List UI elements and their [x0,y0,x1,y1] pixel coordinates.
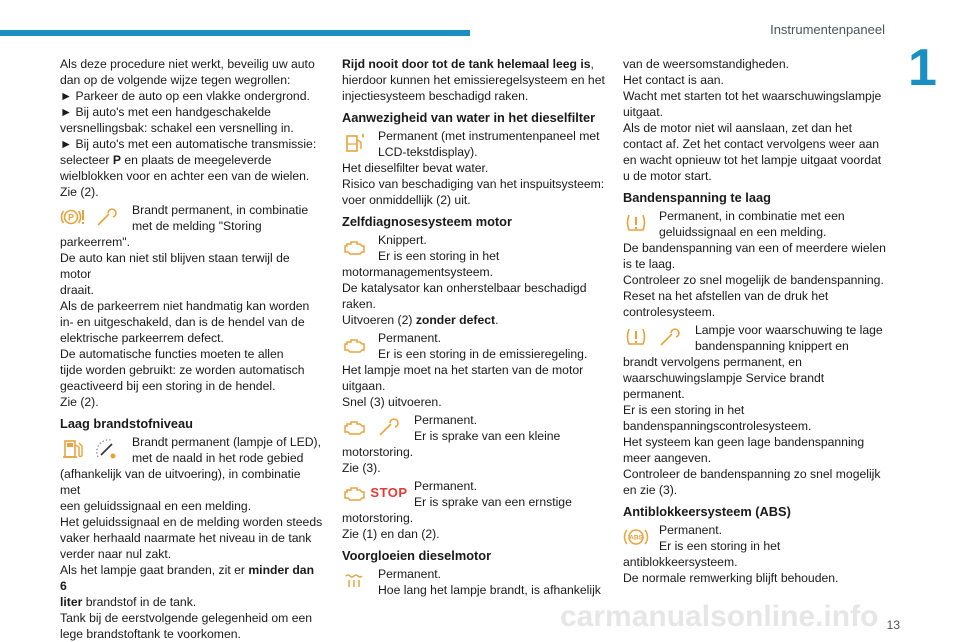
abs-warning: ABS Permanent. Er is een storing in het [623,522,887,554]
tyre-pressure-icon [623,324,649,350]
diesel-filter-water-icon [342,130,368,156]
paragraph: motorstoring. Zie (1) en dan (2). [342,511,440,541]
svg-text:P: P [67,212,75,223]
column-2 [342,56,606,598]
tyre-pressure-warning: Permanent, in combinatie met een geluidssignaal en een melding. [623,208,887,240]
section-heading-fuel: Laag brandstofniveau [60,416,193,431]
engine-minor-fault-warning: Permanent. Er is sprake van een kleine [342,412,606,444]
section-heading-glow-plug: Voorgloeien dieselmotor [342,548,492,563]
fuel-pump-icon [60,436,86,462]
abs-icon [623,524,649,550]
column-3 [623,56,887,586]
paragraph: motorstoring. Zie (3). [342,445,414,475]
chapter-tab [900,32,960,128]
engine-major-fault-warning: STOP Permanent. Er is sprake van een ernstige [342,478,606,510]
parking-brake-fault-icon [60,204,86,230]
paragraph: parkeerrem". De auto kan niet stil blijven staan terwijl de motor draait. Als de parkeerrem niet handmatig kan worden in- en uitgeschakeld, dan is de hendel van de elektrische parkeerrem defect. De automatische functies moeten te allen tijde worden gebruikt: ze worden automatisch geactiveerd bij een storing in de hendel. Zie (2). [60,235,310,409]
parking-brake-warning: P Brandt permanent, in combinatie met de melding "Storing [60,202,324,234]
wrench-icon [376,414,402,440]
watermark: carmanualsonline.info [560,600,879,633]
page-number: 13 [886,618,900,632]
fuel-gauge-icon [94,436,120,462]
engine-icon [342,332,368,358]
engine-icon [342,234,368,260]
paragraph: Het dieselfilter bevat water. Risico van beschadiging van het inspuitsysteem: voer onmiddellijk (2) uit. [342,161,605,207]
section-heading-engine-diagnosis: Zelfdiagnosesysteem motor [342,214,512,229]
paragraph: Als deze procedure niet werkt, beveilig uw auto dan op de volgende wijze tegen wegrollen: ► Parkeer de auto op een vlakke ondergrond. ► Bij auto's met een handgeschakelde versnellingsbak: schakel een versnelling in. ► Bij auto's met een automatische transmissie: selecteer P en plaats de meegeleverde wielblokken voor en achter een van de wielen. Zie (2). [60,57,317,199]
section-heading-water-filter: Aanwezigheid van water in het dieselfilter [342,110,596,125]
low-fuel-warning: Brandt permanent (lampje of LED), met de naald in het rode gebied [60,434,324,466]
chapter-number: 1 [908,39,937,97]
paragraph: (afhankelijk van de uitvoering), in combinatie met een geluidssignaal en een melding. Het geluidssignaal en de melding worden steeds vaker herhaald naarmate het niveau in de tank verder naar nul zakt. Als het lampje gaat branden, zit er minder dan 6 liter brandstof in de tank. Tank bij de eerstvolgende gelegenheid om een lege brandstoftank te voorkomen. [60,467,323,641]
paragraph: Rijd nooit door tot de tank helemaal leeg is, hierdoor kunnen het emissieregelsysteem en het injectiesysteem beschadigd raken. [342,57,605,103]
paragraph: brandt vervolgens permanent, en waarschuwingslampje Service brandt permanent. Er is een storing in het bandenspanningscontrolesysteem. Het systeem kan geen lage bandenspanning meer aangeven. Controleer de bandenspanning zo snel mogelijk en zie (3). [623,355,881,497]
glow-plug-warning: Permanent. Hoe lang het lampje brandt, is afhankelijk [342,566,606,598]
tyre-pressure-icon [623,210,649,236]
engine-icon [342,480,368,506]
header-accent-bar [0,30,470,36]
section-heading-abs: Antiblokkeersysteem (ABS) [623,504,791,519]
wrench-icon [94,204,120,230]
engine-icon [342,414,368,440]
paragraph: antiblokkeersysteem. De normale remwerking blijft behouden. [623,555,839,585]
glow-plug-icon [342,568,368,594]
water-in-diesel-warning: Permanent (met instrumentenpaneel met LCD-tekstdisplay). [342,128,606,160]
engine-blink-warning: Knippert. Er is een storing in het [342,232,606,264]
page-header-title: Instrumentenpaneel [770,22,885,37]
tyre-pressure-system-fault: Lampje voor waarschuwing te lage bandenspanning knippert en [623,322,887,354]
paragraph: motormanagementsysteem. De katalysator kan onherstelbaar beschadigd raken. Uitvoeren (2) zonder defect. [342,265,587,327]
column-1 [60,56,324,642]
paragraph: Het lampje moet na het starten van de motor uitgaan. Snel (3) uitvoeren. [342,363,584,409]
section-heading-tyre-pressure: Bandenspanning te laag [623,190,771,205]
wrench-icon [657,324,683,350]
paragraph: De bandenspanning van een of meerdere wielen is te laag. Controleer zo snel mogelijk de bandenspanning. Reset na het afstellen van de druk het controlesysteem. [623,241,886,319]
paragraph: van de weersomstandigheden. Het contact is aan. Wacht met starten tot het waarschuwingslampje uitgaat. Als de motor niet wil aanslaan, zet dan het contact af. Zet het contact vervolgens weer aan en wacht opnieuw tot het lampje uitgaat voordat u de motor start. [623,57,882,183]
svg-text:ABS: ABS [629,534,643,542]
stop-icon: STOP [370,485,408,500]
engine-permanent-warning: Permanent. Er is een storing in de emissieregeling. [342,330,606,362]
